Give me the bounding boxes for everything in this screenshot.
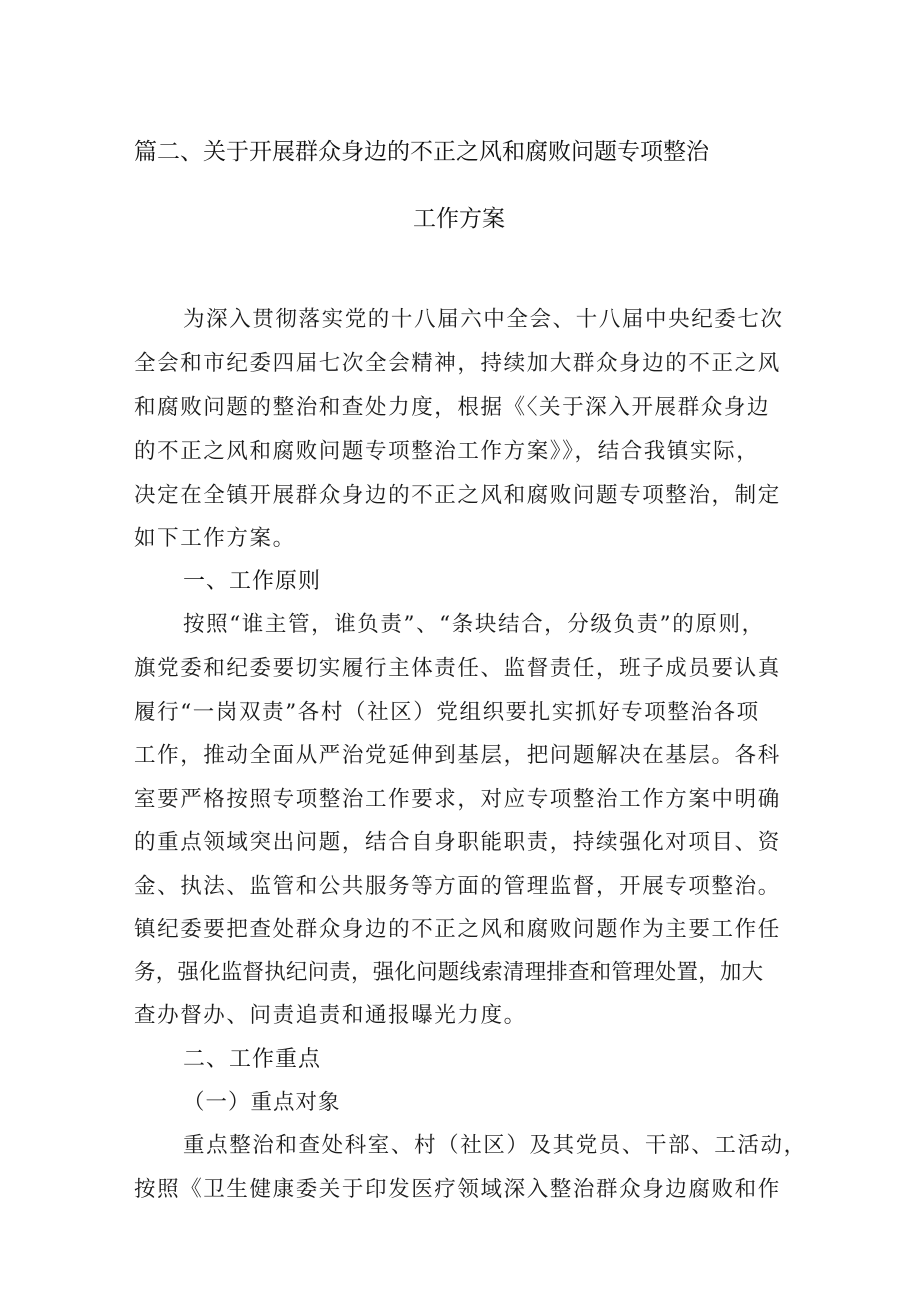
section1-line: 按照“谁主管，谁负责”、“条块结合，分级负责”的原则， <box>183 612 765 637</box>
document-title-line-2: 工作方案 <box>413 206 505 232</box>
intro-line: 决定在全镇开展群众身边的不正之风和腐败问题专项整治，制定 <box>134 483 781 508</box>
section-heading-principles: 一、工作原则 <box>183 569 322 594</box>
section-heading-focus: 二、工作重点 <box>183 1047 322 1072</box>
section1-line: 室要严格按照专项整治工作要求，对应专项整治工作方案中明确 <box>134 787 781 812</box>
subsection-heading-targets: （一）重点对象 <box>183 1090 341 1115</box>
section1-line: 旗党委和纪委要切实履行主体责任、监督责任，班子成员要认真 <box>134 656 781 681</box>
document-title-line-1: 篇二、关于开展群众身边的不正之风和腐败问题专项整治 <box>134 139 709 165</box>
section1-line: 履行“一岗双责”各村（社区）党组织要扎实抓好专项整治各项 <box>134 700 760 725</box>
intro-line: 全会和市纪委四届七次全会精神，持续加大群众身边的不正之风 <box>134 351 781 376</box>
section1-line: 的重点领域突出问题，结合自身职能职责，持续强化对项目、资 <box>134 830 781 855</box>
intro-line: 和腐败问题的整治和查处力度，根据《〈关于深入开展群众身边 <box>134 395 771 420</box>
section1-line: 务，强化监督执纪问责，强化问题线索清理排查和管理处置，加大 <box>134 960 764 985</box>
intro-line: 为深入贯彻落实党的十八届六中全会、十八届中央纪委七次 <box>183 307 784 332</box>
intro-line: 如下工作方案。 <box>134 526 296 551</box>
intro-line: 的不正之风和腐败问题专项整治工作方案》》，结合我镇实际， <box>134 439 760 464</box>
section1-line: 工作，推动全面从严治党延伸到基层，把问题解决在基层。各科 <box>134 743 781 768</box>
section1-line: 查办督办、问责追责和通报曝光力度。 <box>134 1003 527 1028</box>
subsection1-line: 按照《卫生健康委关于印发医疗领域深入整治群众身边腐败和作 <box>134 1177 781 1202</box>
section1-line: 镇纪委要把查处群众身边的不正之风和腐败问题作为主要工作任 <box>134 917 781 942</box>
section1-line: 金、执法、监管和公共服务等方面的管理监督，开展专项整治。 <box>134 874 781 899</box>
subsection1-line: 重点整治和查处科室、村（社区）及其党员、干部、工活动， <box>183 1133 807 1158</box>
